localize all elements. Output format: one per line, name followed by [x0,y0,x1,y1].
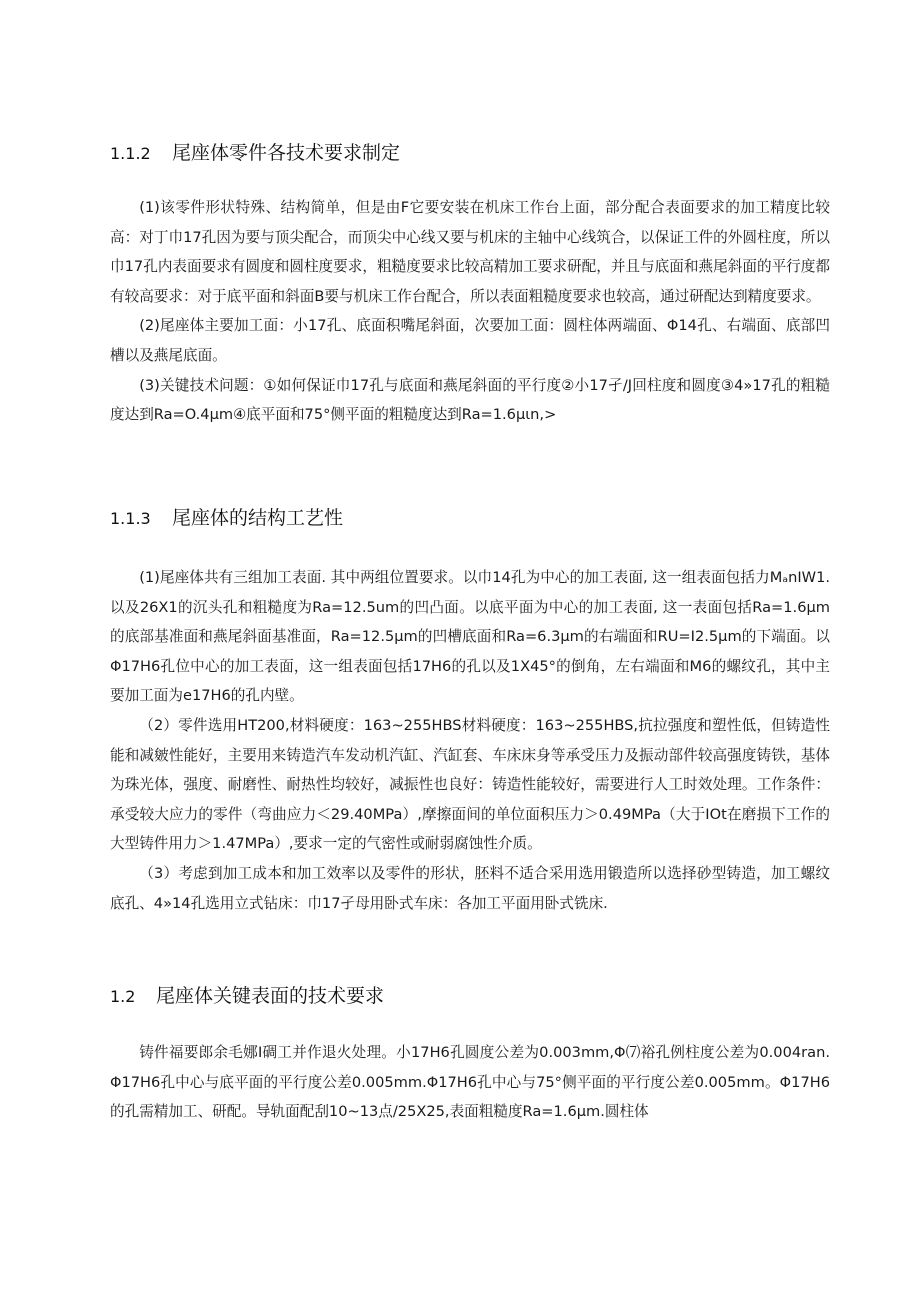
section-title: 尾座体零件各技术要求制定 [172,142,401,164]
paragraph: 铸件福要郎余毛娜I碉工并作退火处理。小17H6孔圆度公差为0.003mm,Φ⑺裕孔例柱度公差为0.004ran.Φ17H6孔中心与底平面的平行度公差0.005mm.Φ17H6孔中心与75°侧平面的平行度公差0.005mm。Φ17H6的孔需精加工、研配。导轨面配刮10~13点/25X25,表面粗糙度Ra=1.6μm.圆柱体 [110,1044,830,1121]
section-body-1-2 [110,1038,830,1127]
section-body-1-1-3 [110,563,830,918]
section-number: 1.1.3 [110,509,151,528]
section-number: 1.2 [110,987,136,1006]
section-heading-1-2 [110,983,384,1010]
paragraph: (3)关键技术问题：①如何保证巾17孔与底面和燕尾斜面的平行度②小17孑/J回柱度和圆度③4»17孔的粗糙度达到Ra=O.4μm④底平面和75°侧平面的粗糙度达到Ra=1.6μιn,> [110,376,830,424]
paragraph: （2）零件选用HT200,材料硬度：163~255HBS材料硬度：163~255HBS,抗拉强度和塑性低，但铸造性能和减皴性能好，主要用来铸造汽车发动机汽缸、汽缸套、车床床身等承受压力及振动部件较高强度铸铁，基体为珠光体，强度、耐磨性、耐热性均较好，减振性也良好：铸造性能较好，需要进行人工时效处理。工作条件：承受较大应力的零件（弯曲应力＜29.40MPa）,摩擦面间的单位面积压力＞0.49MPa（大于IOt在磨损下工作的大型铸件用力＞1.47MPa）,要求一定的气密性或耐弱腐蚀性介质。 [110,716,830,853]
section-heading-1-1-2 [110,140,400,167]
paragraph: (1)该零件形状特殊、结构简单，但是由F它要安装在机床工作台上面，部分配合表面要求的加工精度比较高：对丁巾17孔因为要与顶尖配合，而顶尖中心线又要与机床的主轴中心线筑合，以保证工件的外圆柱度，所以巾17孔内表面要求有圆度和圆柱度要求，粗糙度要求比较高精加工要求研配，并且与底面和燕尾斜面的平行度都有较高要求：对于底平面和斜面B要与机床工作台配合，所以表面粗糙度要求也较高，通过研配达到精度要求。 [110,199,830,305]
section-title: 尾座体关键表面的技术要求 [156,985,385,1007]
paragraph: (2)尾座体主要加工面：小17孔、底面积嘴尾斜面，次要加工面：圆柱体两端面、Φ14孔、右端面、底部凹槽以及燕尾底面。 [110,317,830,364]
paragraph: (1)尾座体共有三组加工表面. 其中两组位置要求。以巾14孔为中心的加工表面, 这一组表面包括力MₐnIW1.以及26X1的沉头孔和粗糙度为Ra=12.5um的凹凸面。以底平面为中心的加工表面, 这一表面包括Ra=1.6μm的底部基准面和燕尾斜面基准面，Ra=12.5μm的凹槽底面和Ra=6.3μm的右端面和RU=I2.5μm的下端面。以Φ17H6孔位中心的加工表面，这一组表面包括17H6的孔以及1X45°的倒角，左右端面和M6的螺纹孔，其中主要加工面为e17H6的孔内壁。 [110,569,830,705]
paragraph: （3）考虑到加工成本和加工效率以及零件的形状，胚料不适合采用选用锻造所以选择砂型铸造，加工螺纹底孔、4»14孔选用立式钻床：巾17孑母用卧式车床：各加工平面用卧式铣床. [110,864,830,912]
section-number: 1.1.2 [110,144,151,163]
section-title: 尾座体的结构工艺性 [172,507,344,529]
section-heading-1-1-3 [110,505,343,532]
section-body-1-1-2 [110,193,830,430]
